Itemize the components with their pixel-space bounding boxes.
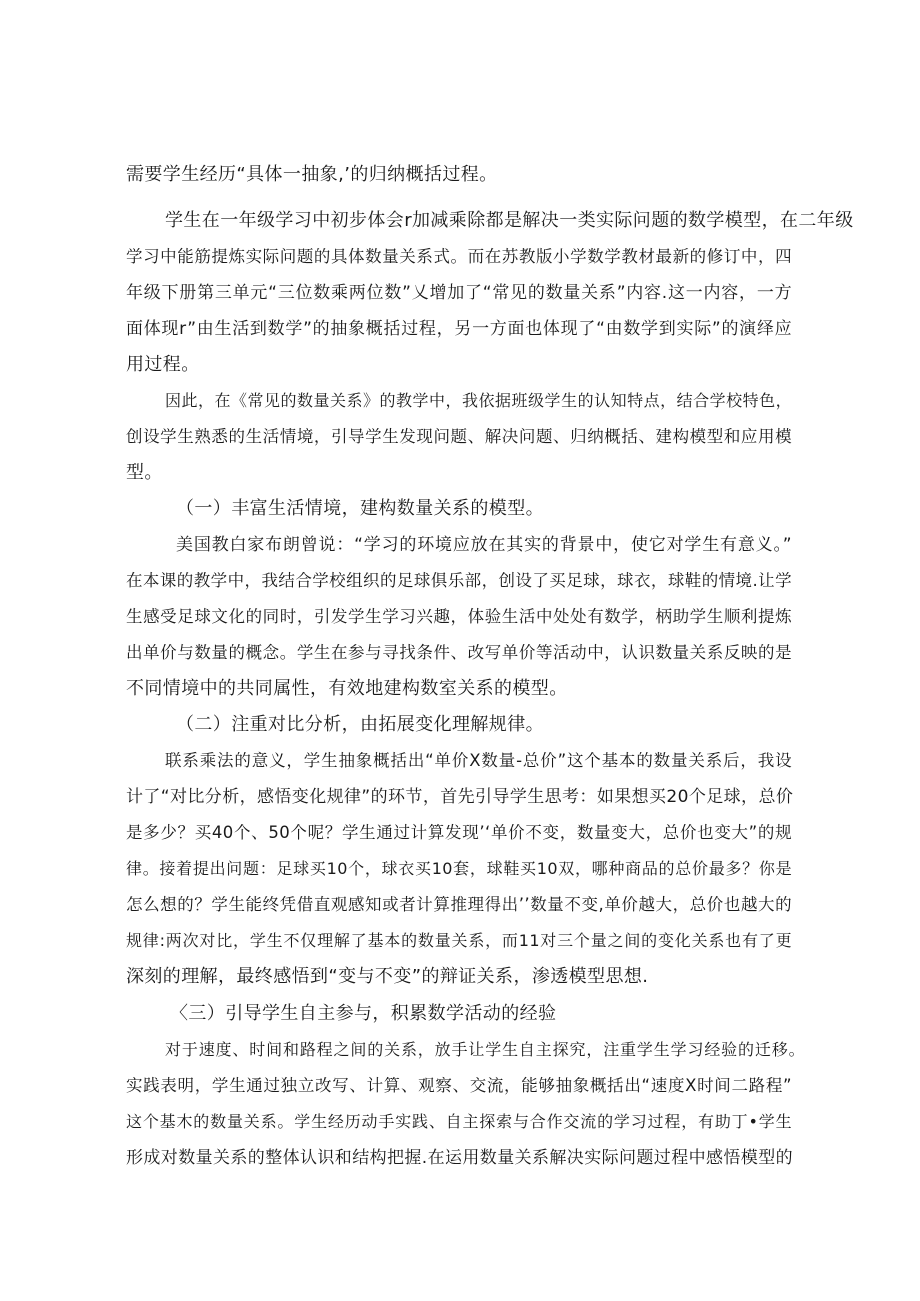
paragraph-5-line-3: 是多少？买40个、50个呢？学生通过计算发现’‘单价不变，数量变大，总价也变大”的规 [126,823,792,842]
paragraph-5-line-5: 怎么想的？学生能终凭借直观感知或者计算推理得出’’数量不变,单价越大，总价也越大的 [126,895,792,914]
paragraph-6-line-2: 实践表明，学生通过独立改写、计算、观察、交流，能够抽象概括出“速度X时间二路程” [126,1076,792,1095]
paragraph-5-line-6: 规律:两次对比，学生不仅理解了基本的数量关系，而11对三个量之间的变化关系也有了更 [126,931,792,950]
paragraph-3-line-2: 创设学生熟悉的生活情境，引导学生发现问题、解决问题、归纳概括、建构模型和应用模 [126,427,792,446]
paragraph-5-line-2: 计了“对比分析，感悟变化规律”的环节，首先引导学生思考：如果想买20个足球，总价 [126,787,794,807]
paragraph-1-line-1: 需要学生经历“具体一抽象,’的归纳概括过程。 [126,164,498,185]
paragraph-5-line-7: 深刻的理解，最终感悟到“变与不变”的辩证关系，渗透模型思想. [126,966,649,987]
paragraph-4-line-3: 生感受足球文化的同时，引发学生学习兴趣，体验生活中处处有数学，柄助学生顺利提炼 [126,607,792,626]
paragraph-2-line-2: 学习中能筋提炼实际问题的具体数量关系式。而在苏教版小学数学教材最新的修订中，四 [126,247,792,266]
paragraph-4-line-4: 出单价与数量的概念。学生在参与寻找条件、改写单价等活动中，认识数量关系反映的是 [126,643,792,662]
paragraph-4-line-5: 不同情境中的共同属性，有效地建构数室关系的模型。 [126,678,568,699]
paragraph-5-line-4: 律。接着提出问题：足球买10个，球衣买10套，球鞋买10双，哪种商品的总价最多？你是 [126,859,792,878]
paragraph-6-line-4: 形成对数量关系的整体认识和结构把握.在运用数量关系解决实际问题过程中感悟模型的 [126,1148,794,1168]
paragraph-2-line-3: 年级下册第三单元“三位数乘两位数”乂增加了“常见的数量关系”内容.这一内容，一方 [126,283,792,303]
paragraph-4-line-2: 在本课的教学中，我结合学校组织的足球俱乐部，创设了买足球，球衣，球鞋的情境.让学 [126,571,792,590]
paragraph-6-line-3: 这个基木的数量关系。学生经历动手实践、自主探索与合作交流的学习过程，有助丁•学生 [126,1112,792,1131]
paragraph-2-line-4: 面体现r”由生活到数学”的抽象概括过程，另一方面也体现了“由数学到实际”的演绎应 [126,319,792,339]
paragraph-3-line-3: 型。 [126,462,163,483]
paragraph-2-line-1: 学生在一年级学习中初步体会r加减乘除都是解决一类实际问题的数学模型，在二年级 [165,210,854,231]
paragraph-5-line-1: 联系乘法的意义，学生抽象概括出“单价X数量-总价”这个基本的数量关系后，我设 [165,751,792,770]
section-heading-1: （一）丰富生活情境，建构数量关系的模型。 [176,498,544,519]
paragraph-3-line-1: 因此，在《常见的数量关系》的教学中，我依据班级学生的认知特点，结合学校特色， [165,391,792,410]
section-heading-2: （二）注重对比分析，由拓展变化理解规律。 [176,714,544,735]
paragraph-4-line-1: 美国教白家布朗曾说：“学习的环境应放在其实的背景中，使它对学生有意义。” [176,535,792,555]
paragraph-6-line-1: 对于速度、时间和路程之间的关系，放手让学生自主探究，注重学生学习经验的迁移。 [165,1040,805,1059]
section-heading-3: 〈三）引导学生自主参与，积累数学活动的经验 [170,1003,557,1024]
paragraph-2-line-5: 用过程。 [126,354,200,375]
